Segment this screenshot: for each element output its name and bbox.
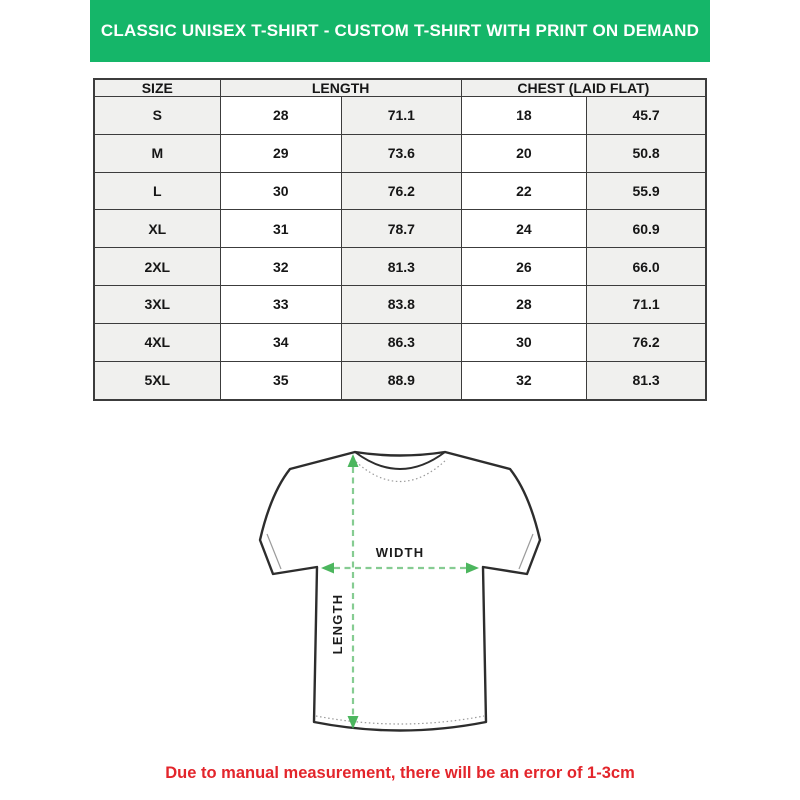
tshirt-measurement-diagram (250, 428, 550, 753)
length-in-cell: 33 (220, 285, 341, 323)
length-in-cell: 32 (220, 248, 341, 286)
length-label: LENGTH (330, 593, 345, 655)
table-row (94, 172, 706, 210)
title-banner (90, 0, 710, 62)
length-in-cell: 30 (220, 172, 341, 210)
chest-cm-cell: 76.2 (587, 323, 706, 361)
page-title: CLASSIC UNISEX T-SHIRT - CUSTOM T-SHIRT WITH PRINT ON DEMAND (100, 21, 700, 40)
chest-in-cell: 28 (461, 285, 586, 323)
chest-cm-cell: 50.8 (587, 134, 706, 172)
chest-in-cell: 30 (461, 323, 586, 361)
table-row (94, 134, 706, 172)
length-cm-cell: 71.1 (342, 97, 462, 135)
table-row (94, 248, 706, 286)
size-cell: 4XL (94, 323, 220, 361)
length-cm-cell: 86.3 (342, 323, 462, 361)
length-cm-cell: 81.3 (342, 248, 462, 286)
chest-cm-cell: 81.3 (587, 361, 706, 400)
chest-cm-cell: 66.0 (587, 248, 706, 286)
chest-cm-cell: 55.9 (587, 172, 706, 210)
col-header-length: LENGTH (220, 79, 461, 97)
size-cell: S (94, 97, 220, 135)
size-table (93, 78, 707, 401)
length-in-cell: 34 (220, 323, 341, 361)
width-label: WIDTH (375, 545, 425, 560)
table-row (94, 323, 706, 361)
size-cell: M (94, 134, 220, 172)
length-in-cell: 28 (220, 97, 341, 135)
size-cell: XL (94, 210, 220, 248)
chest-cm-cell: 71.1 (587, 285, 706, 323)
chest-cm-cell: 60.9 (587, 210, 706, 248)
chest-cm-cell: 45.7 (587, 97, 706, 135)
chest-in-cell: 18 (461, 97, 586, 135)
size-cell: L (94, 172, 220, 210)
chest-in-cell: 20 (461, 134, 586, 172)
chest-in-cell: 32 (461, 361, 586, 400)
table-row (94, 97, 706, 135)
chest-in-cell: 22 (461, 172, 586, 210)
chest-in-cell: 26 (461, 248, 586, 286)
length-cm-cell: 88.9 (342, 361, 462, 400)
tshirt-outline-drawing (260, 452, 540, 731)
length-cm-cell: 78.7 (342, 210, 462, 248)
size-cell: 5XL (94, 361, 220, 400)
chest-in-cell: 24 (461, 210, 586, 248)
length-in-cell: 31 (220, 210, 341, 248)
measurement-note: Due to manual measurement, there will be an error of 1-3cm (165, 764, 635, 782)
table-row (94, 285, 706, 323)
table-header-row (94, 79, 706, 97)
tshirt-silhouette (260, 452, 540, 731)
length-cm-cell: 76.2 (342, 172, 462, 210)
size-cell: 2XL (94, 248, 220, 286)
length-cm-cell: 83.8 (342, 285, 462, 323)
col-header-chest: CHEST (LAID FLAT) (461, 79, 706, 97)
table-row (94, 210, 706, 248)
length-in-cell: 35 (220, 361, 341, 400)
length-cm-cell: 73.6 (342, 134, 462, 172)
col-header-size: SIZE (94, 79, 220, 97)
size-cell: 3XL (94, 285, 220, 323)
table-row (94, 361, 706, 400)
length-in-cell: 29 (220, 134, 341, 172)
